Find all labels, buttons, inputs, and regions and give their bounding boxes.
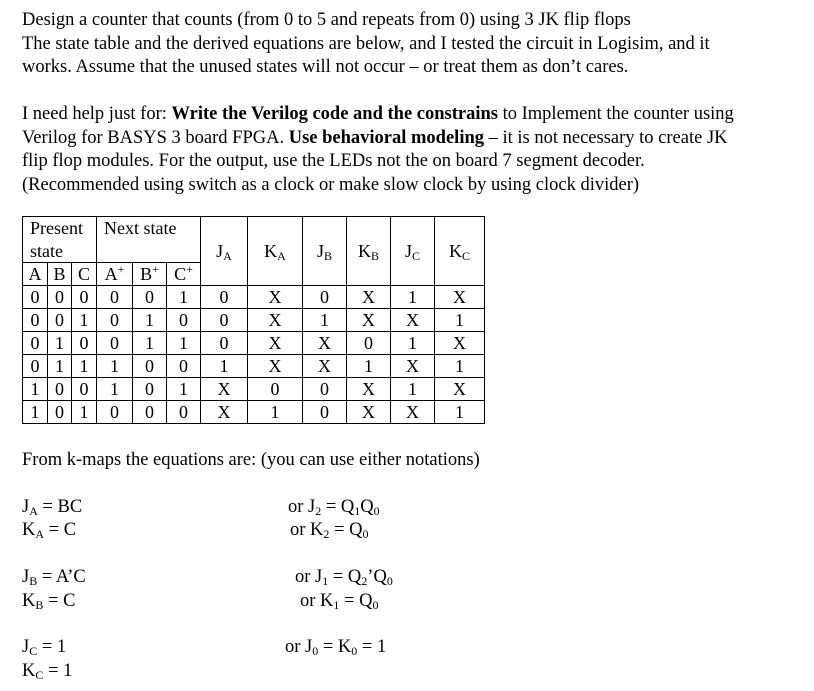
kmap-intro: From k-maps the equations are: (you can use either notations): [22, 450, 480, 470]
table-cell: X: [303, 355, 347, 378]
intro-line-2: The state table and the derived equations are below, and I tested the circuit in Logisim, and it: [22, 33, 710, 54]
table-cell: 0: [303, 401, 347, 424]
excitation-header: $K_A$: [248, 217, 303, 286]
table-cell: 1: [48, 355, 72, 378]
table-cell: 1: [435, 401, 485, 424]
table-cell: 0: [201, 309, 248, 332]
table-cell: 1: [167, 332, 201, 355]
request-line-1: I need help just for: Write the Verilog code and the constrains to Implement the counter using: [22, 104, 734, 124]
table-cell: 1: [72, 401, 97, 424]
table-cell: 1: [23, 378, 48, 401]
table-row: [23, 309, 485, 332]
table-cell: 0: [167, 355, 201, 378]
table-cell: 1: [97, 378, 133, 401]
table-cell: 1: [167, 378, 201, 401]
table-cell: 0: [201, 286, 248, 309]
table-cell: 1: [72, 355, 97, 378]
table-row: [23, 286, 485, 309]
request-line-3: flip flop modules. For the output, use the LEDs not the on board 7 segment decoder.: [22, 151, 645, 171]
table-row: [23, 332, 485, 355]
column-header: A: [23, 263, 48, 286]
table-cell: 0: [133, 401, 167, 424]
equation-alt-j2: or $J_2 = Q_1Q_0$: [288, 497, 380, 518]
table-cell: X: [391, 401, 435, 424]
column-header: C+: [167, 263, 201, 286]
column-header: A+: [97, 263, 133, 286]
intro-paragraph: [22, 9, 807, 80]
state-table: [22, 216, 485, 424]
column-header: B+: [133, 263, 167, 286]
table-cell: 0: [133, 286, 167, 309]
table-cell: 0: [248, 378, 303, 401]
table-cell: 0: [72, 378, 97, 401]
table-cell: X: [248, 332, 303, 355]
table-cell: 0: [97, 286, 133, 309]
table-cell: 1: [97, 355, 133, 378]
table-cell: 1: [133, 309, 167, 332]
table-cell: X: [435, 332, 485, 355]
table-cell: 0: [23, 309, 48, 332]
equation-ka: $K_A = C$: [22, 520, 77, 541]
table-cell: 1: [435, 355, 485, 378]
equation-alt-k1: or $K_1 = Q_0$: [300, 591, 379, 612]
present-state-header-bottom: state: [23, 240, 97, 263]
equation-alt-j1: or $J_1$ = $Q_2’Q_0$: [295, 567, 393, 588]
table-cell: X: [347, 378, 391, 401]
table-cell: 0: [167, 401, 201, 424]
table-cell: 0: [201, 332, 248, 355]
table-cell: 1: [48, 332, 72, 355]
excitation-header: $J_A$: [201, 217, 248, 286]
next-state-header-spacer: [97, 240, 201, 263]
table-cell: 1: [391, 378, 435, 401]
table-cell: 0: [48, 309, 72, 332]
table-cell: X: [201, 378, 248, 401]
table-cell: 0: [48, 401, 72, 424]
excitation-header: $J_C$: [391, 217, 435, 286]
table-cell: 1: [23, 401, 48, 424]
table-cell: 1: [133, 332, 167, 355]
next-state-header: Next state: [97, 217, 201, 240]
table-cell: X: [303, 332, 347, 355]
equation-kc: $K_C = 1$: [22, 661, 73, 682]
intro-line-3: works. Assume that the unused states will not occur – or treat them as don’t cares.: [22, 57, 629, 77]
table-row: [23, 401, 485, 424]
table-cell: 1: [167, 286, 201, 309]
table-cell: 1: [435, 309, 485, 332]
table-cell: X: [248, 309, 303, 332]
table-cell: 0: [23, 332, 48, 355]
table-cell: X: [201, 401, 248, 424]
excitation-header: $K_B$: [347, 217, 391, 286]
equation-jb: $J_B$ = A’C: [22, 567, 86, 588]
table-row: [23, 378, 485, 401]
table-cell: 0: [303, 378, 347, 401]
table-cell: 0: [97, 401, 133, 424]
table-cell: 0: [167, 309, 201, 332]
table-cell: 0: [48, 286, 72, 309]
present-state-header-top: Present: [23, 217, 97, 240]
table-cell: 0: [97, 332, 133, 355]
table-cell: 0: [133, 378, 167, 401]
table-cell: X: [347, 401, 391, 424]
table-cell: 1: [72, 309, 97, 332]
request-paragraph: [22, 103, 807, 197]
table-row: [23, 355, 485, 378]
table-cell: X: [391, 355, 435, 378]
request-emphasis-1: Write the Verilog code and the constrains: [171, 104, 498, 124]
table-cell: 1: [303, 309, 347, 332]
table-cell: 0: [72, 286, 97, 309]
table-cell: X: [391, 309, 435, 332]
equation-alt-j0: or $J_0 = K_0 = 1$: [285, 637, 387, 658]
excitation-header: $K_C$: [435, 217, 485, 286]
equation-jc: $J_C = 1$: [22, 637, 67, 658]
table-cell: 0: [23, 286, 48, 309]
table-cell: 0: [23, 355, 48, 378]
table-cell: X: [347, 309, 391, 332]
table-cell: X: [347, 286, 391, 309]
request-line-2: Verilog for BASYS 3 board FPGA. Use behavioral modeling – it is not necessary to create JK: [22, 127, 728, 148]
equation-alt-k2: or $K_2 = Q_0$: [290, 520, 369, 541]
intro-line-1: Design a counter that counts (from 0 to 5 and repeats from 0) using 3 JK flip flops: [22, 10, 631, 30]
request-line-4: (Recommended using switch as a clock or make slow clock by using clock divider): [22, 174, 640, 195]
request-emphasis-2: Use behavioral modeling: [288, 127, 484, 148]
table-cell: 0: [72, 332, 97, 355]
equation-ja: $J_A$ = BC: [22, 497, 83, 518]
table-cell: 1: [391, 332, 435, 355]
column-header: B: [48, 263, 72, 286]
table-cell: 1: [201, 355, 248, 378]
table-cell: 1: [391, 286, 435, 309]
equation-kb: $K_B = C$: [22, 591, 76, 612]
table-cell: X: [435, 378, 485, 401]
table-cell: X: [248, 286, 303, 309]
table-cell: 0: [303, 286, 347, 309]
table-cell: X: [248, 355, 303, 378]
table-cell: 1: [347, 355, 391, 378]
table-cell: 1: [248, 401, 303, 424]
table-cell: 0: [97, 309, 133, 332]
table-cell: 0: [347, 332, 391, 355]
table-cell: 0: [48, 378, 72, 401]
table-cell: 0: [133, 355, 167, 378]
table-body: [23, 286, 485, 424]
table-cell: X: [435, 286, 485, 309]
excitation-header: $J_B$: [303, 217, 347, 286]
column-header: C: [72, 263, 97, 286]
